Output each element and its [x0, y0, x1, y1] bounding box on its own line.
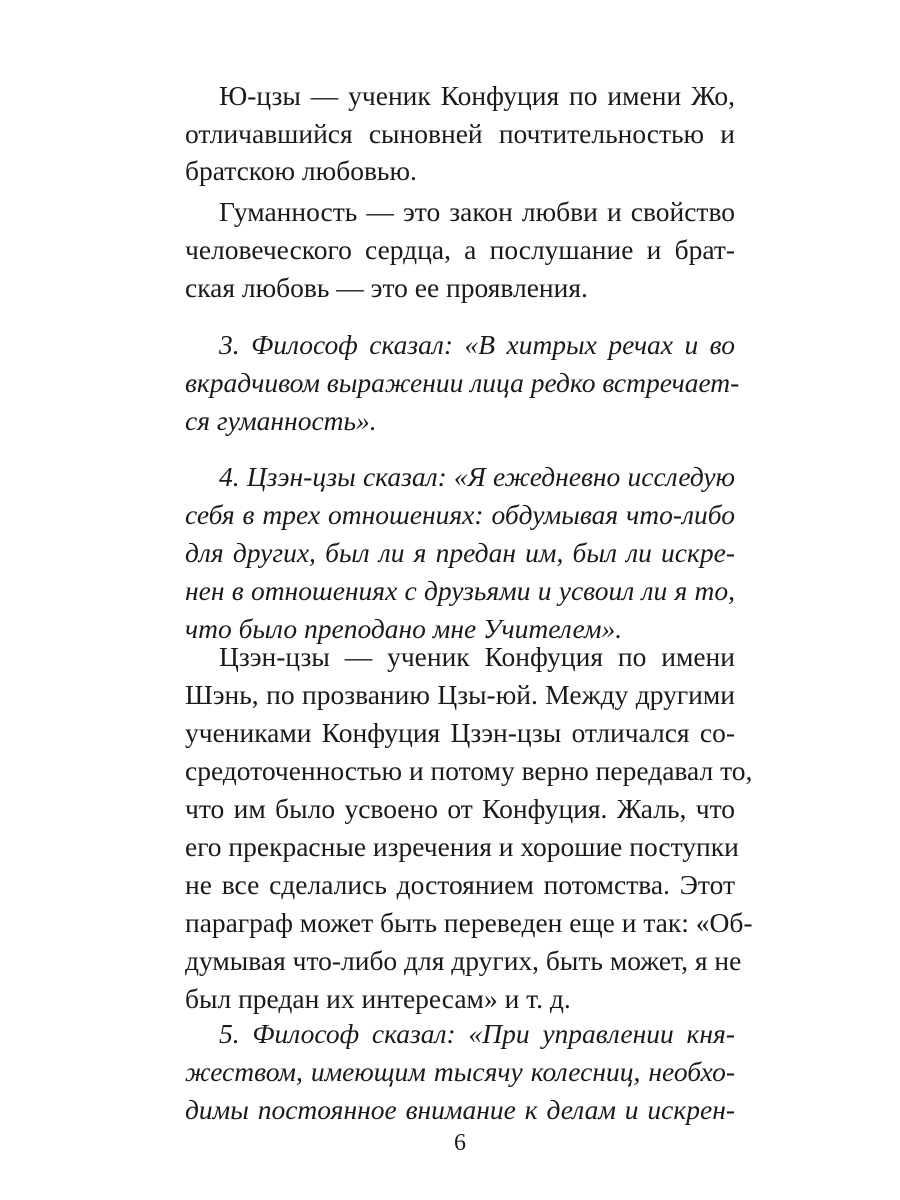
- text-line: вкрадчивом выражении лица редко встречает-: [185, 367, 740, 398]
- text-line: Шэнь, по прозванию Цзы-юй. Между другими: [185, 679, 735, 710]
- text-line: Цзэн-цзы — ученик Конфуция по имени: [219, 641, 735, 672]
- text-line: димы постоянное внимание к делам и искрен-: [185, 1094, 735, 1125]
- text-line: что было преподано мне Учителем».: [185, 613, 623, 644]
- text-line: Гуманность — это закон любви и свойство: [219, 196, 735, 227]
- text-line: был предан их интересам» и т. д.: [185, 983, 571, 1014]
- text-line: братскою любовью.: [185, 155, 417, 186]
- text-line: 5. Философ сказал: «При управлении кня-: [219, 1018, 735, 1049]
- text-line: отличавшийся сыновней почтительностью и: [185, 118, 735, 149]
- page-number: 6: [454, 1130, 466, 1156]
- text-line: параграф может быть переведен еще и так: «Об-: [185, 907, 753, 938]
- text-line: нен в отношениях с друзьями и усвоил ли я то,: [185, 575, 735, 606]
- text-line: что им было усвоено от Конфуция. Жаль, что: [185, 793, 735, 824]
- text-line: ся гуманность».: [185, 405, 377, 436]
- text-line: 3. Философ сказал: «В хитрых речах и во: [219, 329, 735, 360]
- text-line: ская любовь — это ее проявления.: [185, 272, 588, 303]
- text-line: средоточенностью и потому верно передавал то,: [185, 755, 753, 786]
- text-line: не все сделались достоянием потомства. Этот: [185, 869, 735, 900]
- text-line: думывая что-либо для других, быть может, я не: [185, 945, 742, 976]
- text-line: для других, был ли я предан им, был ли искре-: [185, 537, 735, 568]
- text-line: 4. Цзэн-цзы сказал: «Я ежедневно исследую: [219, 461, 735, 492]
- text-line: человеческого сердца, а послушание и брат-: [185, 234, 735, 265]
- text-line: себя в трех отношениях: обдумывая что-либо: [185, 499, 735, 530]
- text-line: учениками Конфуция Цзэн-цзы отличался со-: [185, 717, 735, 748]
- text-line: его прекрасные изречения и хорошие поступки: [185, 831, 739, 862]
- text-line: Ю-цзы — ученик Конфуция по имени Жо,: [219, 80, 735, 111]
- text-line: жеством, имеющим тысячу колесниц, необхо-: [185, 1056, 735, 1087]
- book-page: [185, 0, 753, 1200]
